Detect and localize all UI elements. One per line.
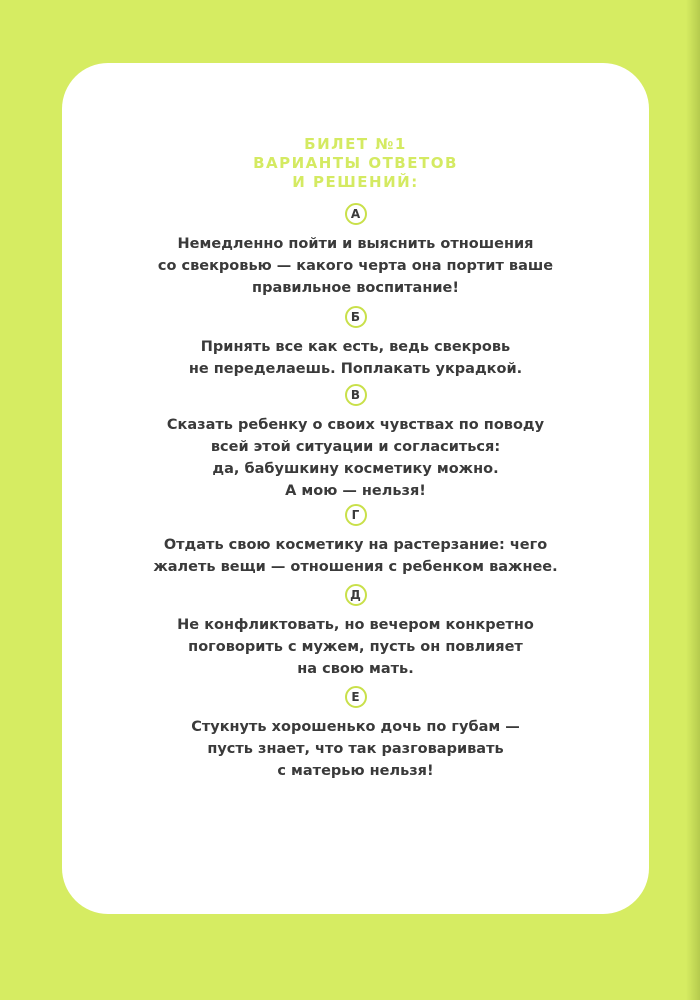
option-d-line-2: поговорить с мужем, пусть он повлияет <box>188 639 523 655</box>
option-v <box>62 384 649 502</box>
option-g <box>62 504 649 578</box>
option-a-text <box>136 233 576 299</box>
option-d-line-3: на свою мать. <box>297 661 414 677</box>
heading-line-3: И РЕШЕНИЙ: <box>292 173 419 191</box>
option-e <box>62 686 649 782</box>
option-v-line-1: Сказать ребенку о своих чувствах по поводу <box>166 417 545 433</box>
option-e-text <box>136 716 576 782</box>
option-v-text <box>136 414 576 502</box>
option-d-badge: Д <box>345 584 367 606</box>
page-edge-shadow <box>686 0 700 1000</box>
ticket-heading <box>62 135 649 192</box>
option-a-line-3: правильное воспитание! <box>252 280 459 296</box>
option-b-line-1: Принять все как есть, ведь свекровь <box>200 339 511 355</box>
option-g-line-1: Отдать свою косметику на растерзание: чего <box>163 537 548 553</box>
option-b-text <box>136 336 576 380</box>
option-g-line-2: жалеть вещи — отношения с ребенком важнее. <box>153 559 558 575</box>
heading-line-1: БИЛЕТ №1 <box>304 135 407 153</box>
option-v-line-2: всей этой ситуации и согласиться: <box>210 439 501 455</box>
option-a-badge: А <box>345 203 367 225</box>
option-g-text <box>136 534 576 578</box>
ticket-card <box>62 63 649 914</box>
option-e-badge: Е <box>345 686 367 708</box>
option-d-line-1: Не конфликтовать, но вечером конкретно <box>177 617 534 633</box>
option-e-line-3: с матерью нельзя! <box>277 763 434 779</box>
option-g-badge: Г <box>345 504 367 526</box>
option-b-line-2: не переделаешь. Поплакать украдкой. <box>188 361 523 377</box>
option-a-line-2: со свекровью — какого черта она портит ваше <box>157 258 554 274</box>
option-b-badge: Б <box>345 306 367 328</box>
option-e-line-1: Стукнуть хорошенько дочь по губам — <box>191 719 520 735</box>
option-v-badge: В <box>345 384 367 406</box>
heading-line-2: ВАРИАНТЫ ОТВЕТОВ <box>253 154 458 172</box>
option-v-line-4: А мою — нельзя! <box>285 483 426 499</box>
option-d-text <box>136 614 576 680</box>
option-d <box>62 584 649 680</box>
option-v-line-3: да, бабушкину косметику можно. <box>212 461 499 477</box>
option-a <box>62 203 649 299</box>
option-a-line-1: Немедленно пойти и выяснить отношения <box>177 236 534 252</box>
option-b <box>62 306 649 380</box>
option-e-line-2: пусть знает, что так разговаривать <box>207 741 504 757</box>
